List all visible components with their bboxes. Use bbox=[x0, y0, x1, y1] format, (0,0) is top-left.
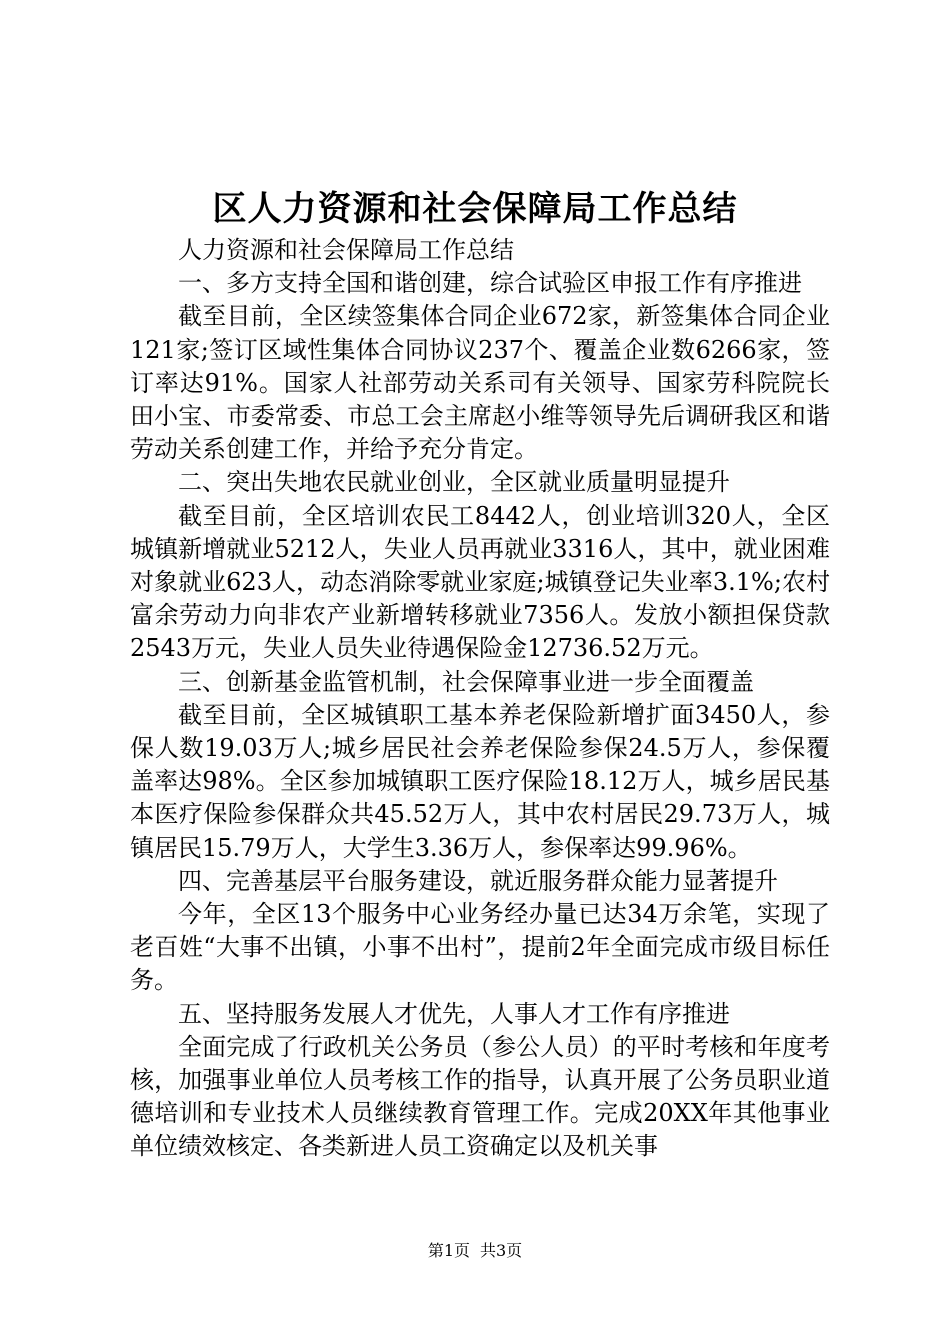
paragraph-heading-2: 二、突出失地农民就业创业，全区就业质量明显提升 bbox=[178, 468, 730, 497]
paragraph-heading-3: 三、创新基金监管机制，社会保障事业进一步全面覆盖 bbox=[178, 667, 754, 696]
page-total: 共3页 bbox=[480, 1241, 523, 1260]
document-body bbox=[130, 234, 830, 1164]
paragraph-body-1: 截至目前，全区续签集体合同企业672家，新签集体合同企业121家;签订区域性集体合同协议237个、覆盖企业数6266家，签订率达91%。国家人社部劳动关系司有关领导、国家劳科院院长田小宝、市委常委、市总工会主席赵小维等领导先后调研我区和谐劳动关系创建工作，并给予充分肯定。 bbox=[130, 302, 830, 464]
paragraph-body-2: 截至目前，全区培训农民工8442人，创业培训320人，全区城镇新增就业5212人，失业人员再就业3316人，其中，就业困难对象就业623人，动态消除零就业家庭;城镇登记失业率3.1%;农村富余劳动力向非农产业新增转移就业7356人。发放小额担保贷款2543万元，失业人员失业待遇保险金12736.52万元。 bbox=[130, 501, 830, 663]
paragraph-body-5: 全面完成了行政机关公务员（参公人员）的平时考核和年度考核，加强事业单位人员考核工作的指导，认真开展了公务员职业道德培训和专业技术人员继续教育管理工作。完成20XX年其他事业单位绩效核定、各类新进人员工资确定以及机关事 bbox=[130, 1032, 830, 1161]
paragraph-body-4: 今年，全区13个服务中心业务经办量已达34万余笔，实现了老百姓“大事不出镇，小事不出村”，提前2年全面完成市级目标任务。 bbox=[130, 900, 830, 995]
page-footer bbox=[0, 1240, 950, 1262]
paragraph-subtitle: 人力资源和社会保障局工作总结 bbox=[178, 236, 514, 264]
paragraph-heading-5: 五、坚持服务发展人才优先，人事人才工作有序推进 bbox=[178, 999, 730, 1028]
paragraph-body-3: 截至目前，全区城镇职工基本养老保险新增扩面3450人，参保人数19.03万人;城乡居民社会养老保险参保24.5万人，参保覆盖率达98%。全区参加城镇职工医疗保险18.12万人，城乡居民基本医疗保险参保群众共45.52万人，其中农村居民29.73万人，城镇居民15.79万人，大学生3.36万人，参保率达99.96%。 bbox=[130, 700, 830, 862]
document-title: 区人力资源和社会保障局工作总结 bbox=[212, 189, 738, 229]
paragraph-heading-1: 一、多方支持全国和谐创建，综合试验区申报工作有序推进 bbox=[178, 269, 802, 298]
paragraph-heading-4: 四、完善基层平台服务建设，就近服务群众能力显著提升 bbox=[178, 866, 778, 895]
page-number: 第1页 bbox=[427, 1241, 470, 1260]
